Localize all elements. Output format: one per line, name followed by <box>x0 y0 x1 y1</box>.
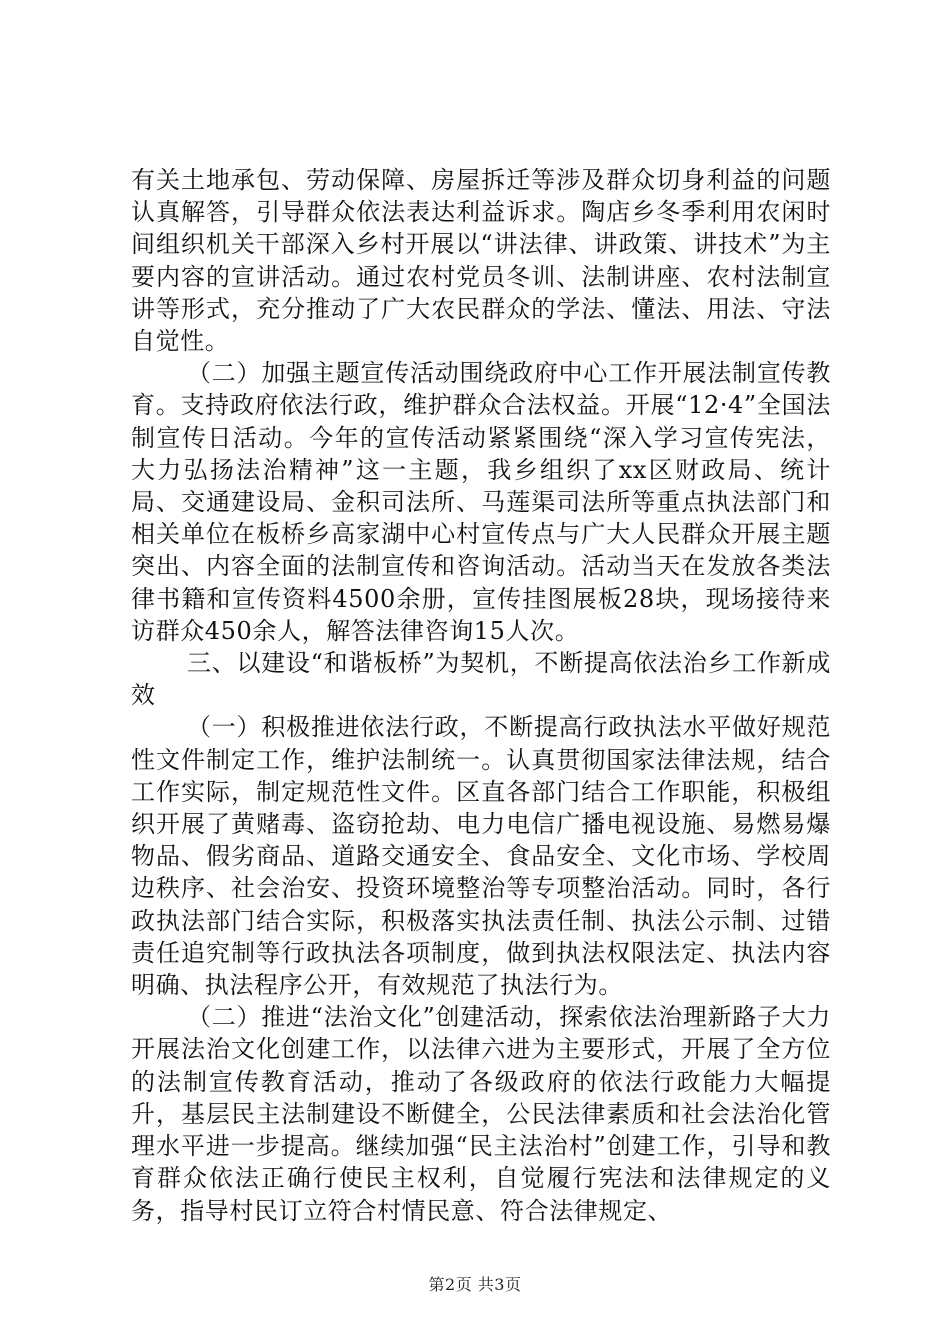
document-body <box>131 164 831 1227</box>
section-heading-three: 三、以建设“和谐板桥”为契机，不断提高依法治乡工作新成效 <box>131 649 831 710</box>
paragraph-theme-publicity: （二）加强主题宣传活动围绕政府中心工作开展法制宣传教育。支持政府依法行政，维护群众合法权益。开展“12·4”全国法制宣传日活动。今年的宣传活动紧紧围绕“深入学习宣传宪法，大力弘扬法治精神”这一主题，我乡组织了xx区财政局、统计局、交通建设局、金积司法所、马莲渠司法所等重点执法部门和相关单位在板桥乡高家湖中心村宣传点与广大人民群众开展主题突出、内容全面的法制宣传和咨询活动。活动当天在发放各类法律书籍和宣传资料4500余册，宣传挂图展板28块，现场接待来访群众450余人，解答法律咨询15人次。 <box>131 359 831 645</box>
paragraph-rule-of-law-culture: （二）推进“法治文化”创建活动，探索依法治理新路子大力开展法治文化创建工作，以法律六进为主要形式，开展了全方位的法制宣传教育活动，推动了各级政府的依法行政能力大幅提升，基层民主法制建设不断健全，公民法律素质和社会法治化管理水平进一步提高。继续加强“民主法治村”创建工作，引导和教育群众依法正确行使民主权利，自觉履行宪法和法律规定的义务，指导村民订立符合村情民意、符合法律规定、 <box>131 1003 831 1225</box>
paragraph-continuation: 有关土地承包、劳动保障、房屋拆迁等涉及群众切身利益的问题认真解答，引导群众依法表达利益诉求。陶店乡冬季利用农闲时间组织机关干部深入乡村开展以“讲法律、讲政策、讲技术”为主要内容的宣讲活动。通过农村党员冬训、法制讲座、农村法制宣讲等形式，充分推动了广大农民群众的学法、懂法、用法、守法自觉性。 <box>131 166 831 356</box>
page-number-footer: 第2页 共3页 <box>428 1275 522 1294</box>
paragraph-administration-by-law: （一）积极推进依法行政，不断提高行政执法水平做好规范性文件制定工作，维护法制统一。认真贯彻国家法律法规，结合工作实际，制定规范性文件。区直各部门结合工作职能，积极组织开展了黄赌毒、盗窃抢劫、电力电信广播电视设施、易燃易爆物品、假劣商品、道路交通安全、食品安全、文化市场、学校周边秩序、社会治安、投资环境整治等专项整治活动。同时，各行政执法部门结合实际，积极落实执法责任制、执法公示制、过错责任追究制等行政执法各项制度，做到执法权限法定、执法内容明确、执法程序公开，有效规范了执法行为。 <box>131 713 831 1000</box>
